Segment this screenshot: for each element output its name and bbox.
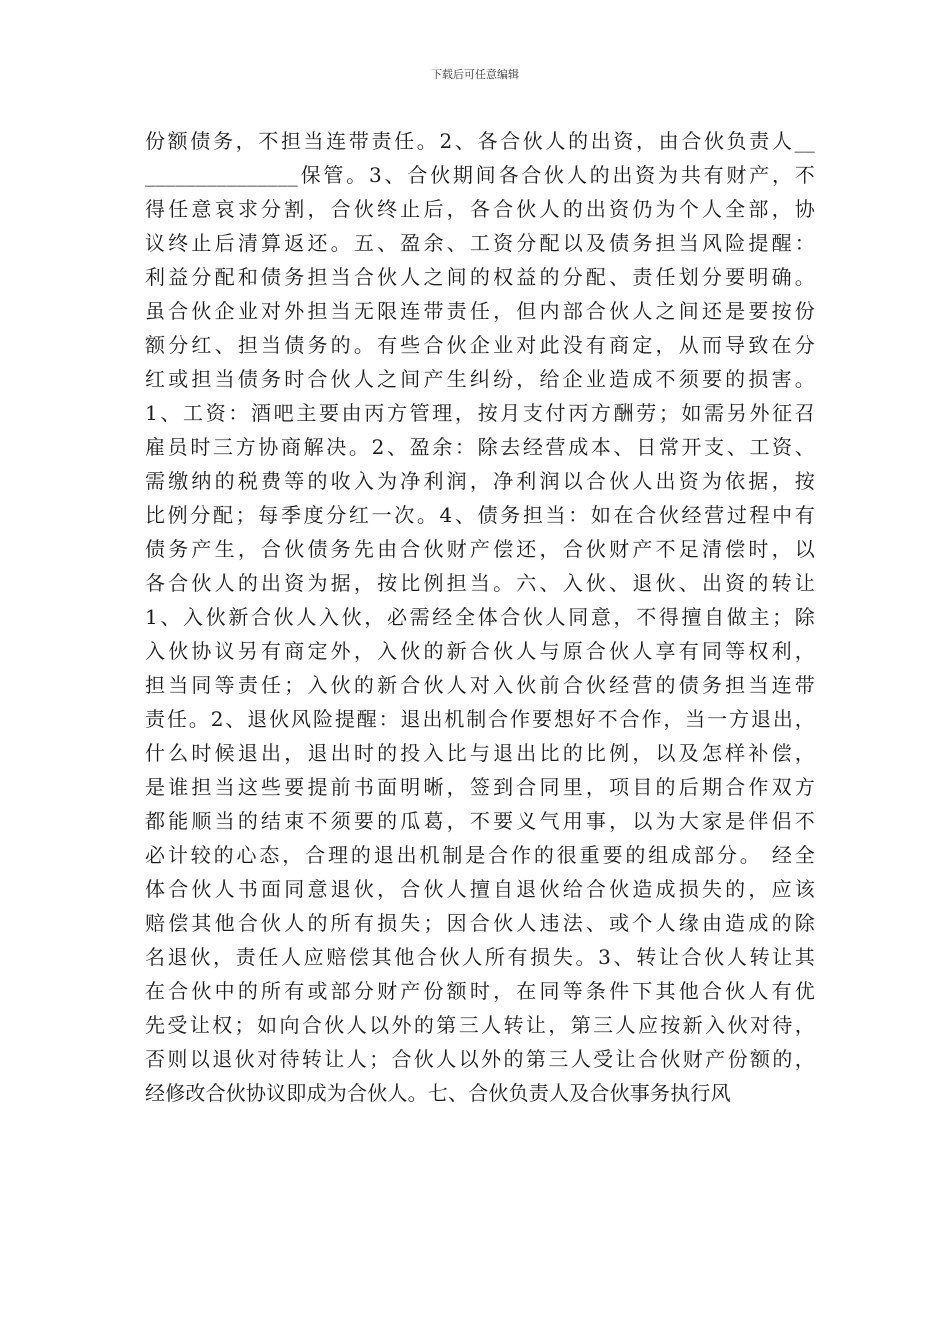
text-line: 雇员时三方协商解决。2、盈余：除去经营成本、日常开支、工资、 [145,435,815,459]
text-line: 名退伙，责任人应赔偿其他合伙人所有损失。3、转让合伙人转让其 [145,945,815,969]
text-line: 红或担当债务时合伙人之间产生纠纷，给企业造成不须要的损害。 [145,367,815,391]
text-line: 利益分配和债务担当合伙人之间的权益的分配、责任划分要明确。 [145,265,815,289]
text-line: 各合伙人的出资为据，按比例担当。六、入伙、退伙、出资的转让 [145,571,815,595]
text-line: 担当同等责任；入伙的新合伙人对入伙前合伙经营的债务担当连带 [145,673,815,697]
text-line: 额分红、担当债务的。有些合伙企业对此没有商定，从而导致在分 [145,333,815,357]
text-line: 都能顺当的结束不须要的瓜葛，不要义气用事，以为大家是伴侣不 [145,809,815,833]
text-line: 议终止后清算返还。五、盈余、工资分配以及债务担当风险提醒： [145,231,815,255]
text-line: 先受让权；如向合伙人以外的第三人转让，第三人应按新入伙对待， [145,1013,815,1037]
document-body [145,124,815,1110]
text-line: 必计较的心态，合理的退出机制是合作的很重要的组成部分。 经全 [145,843,815,867]
text-line: 需缴纳的税费等的收入为净利润，净利润以合伙人出资为依据，按 [145,469,815,493]
page-header: 下载后可任意编辑 [431,68,519,81]
text-line: 1、工资：酒吧主要由丙方管理，按月支付丙方酬劳；如需另外征召 [145,401,815,425]
text-line: 债务产生，合伙债务先由合伙财产偿还，合伙财产不足清偿时，以 [145,537,815,561]
text-line: 1、入伙新合伙人入伙，必需经全体合伙人同意，不得擅自做主；除 [145,605,815,629]
text-line: 责任。2、退伙风险提醒：退出机制合作要想好不合作，当一方退出， [145,707,815,731]
text-line: 赔偿其他合伙人的所有损失；因合伙人违法、或个人缘由造成的除 [145,911,815,935]
text-line: 在合伙中的所有或部分财产份额时，在同等条件下其他合伙人有优 [145,979,815,1003]
text-line: 体合伙人书面同意退伙，合伙人擅自退伙给合伙造成损失的，应该 [145,877,815,901]
text-line: 入伙协议另有商定外，入伙的新合伙人与原合伙人享有同等权利， [145,639,815,663]
text-line: 比例分配；每季度分红一次。4、债务担当：如在合伙经营过程中有 [145,503,815,527]
text-line: 什么时候退出，退出时的投入比与退出比的比例，以及怎样补偿， [145,741,815,765]
text-line: 否则以退伙对待转让人；合伙人以外的第三人受让合伙财产份额的， [145,1047,815,1071]
text-line: 虽合伙企业对外担当无限连带责任，但内部合伙人之间还是要按份 [145,299,815,323]
text-line: _______________保管。3、合伙期间各合伙人的出资为共有财产，不 [145,163,815,187]
text-line: 经修改合伙协议即成为合伙人。七、合伙负责人及合伙事务执行风 [145,1081,731,1105]
text-line: 份额债务，不担当连带责任。2、各合伙人的出资，由合伙负责人__ [145,129,815,153]
text-line: 得任意哀求分割，合伙终止后，各合伙人的出资仍为个人全部，协 [145,197,815,221]
text-line: 是谁担当这些要提前书面明晰，签到合同里，项目的后期合作双方 [145,775,815,799]
